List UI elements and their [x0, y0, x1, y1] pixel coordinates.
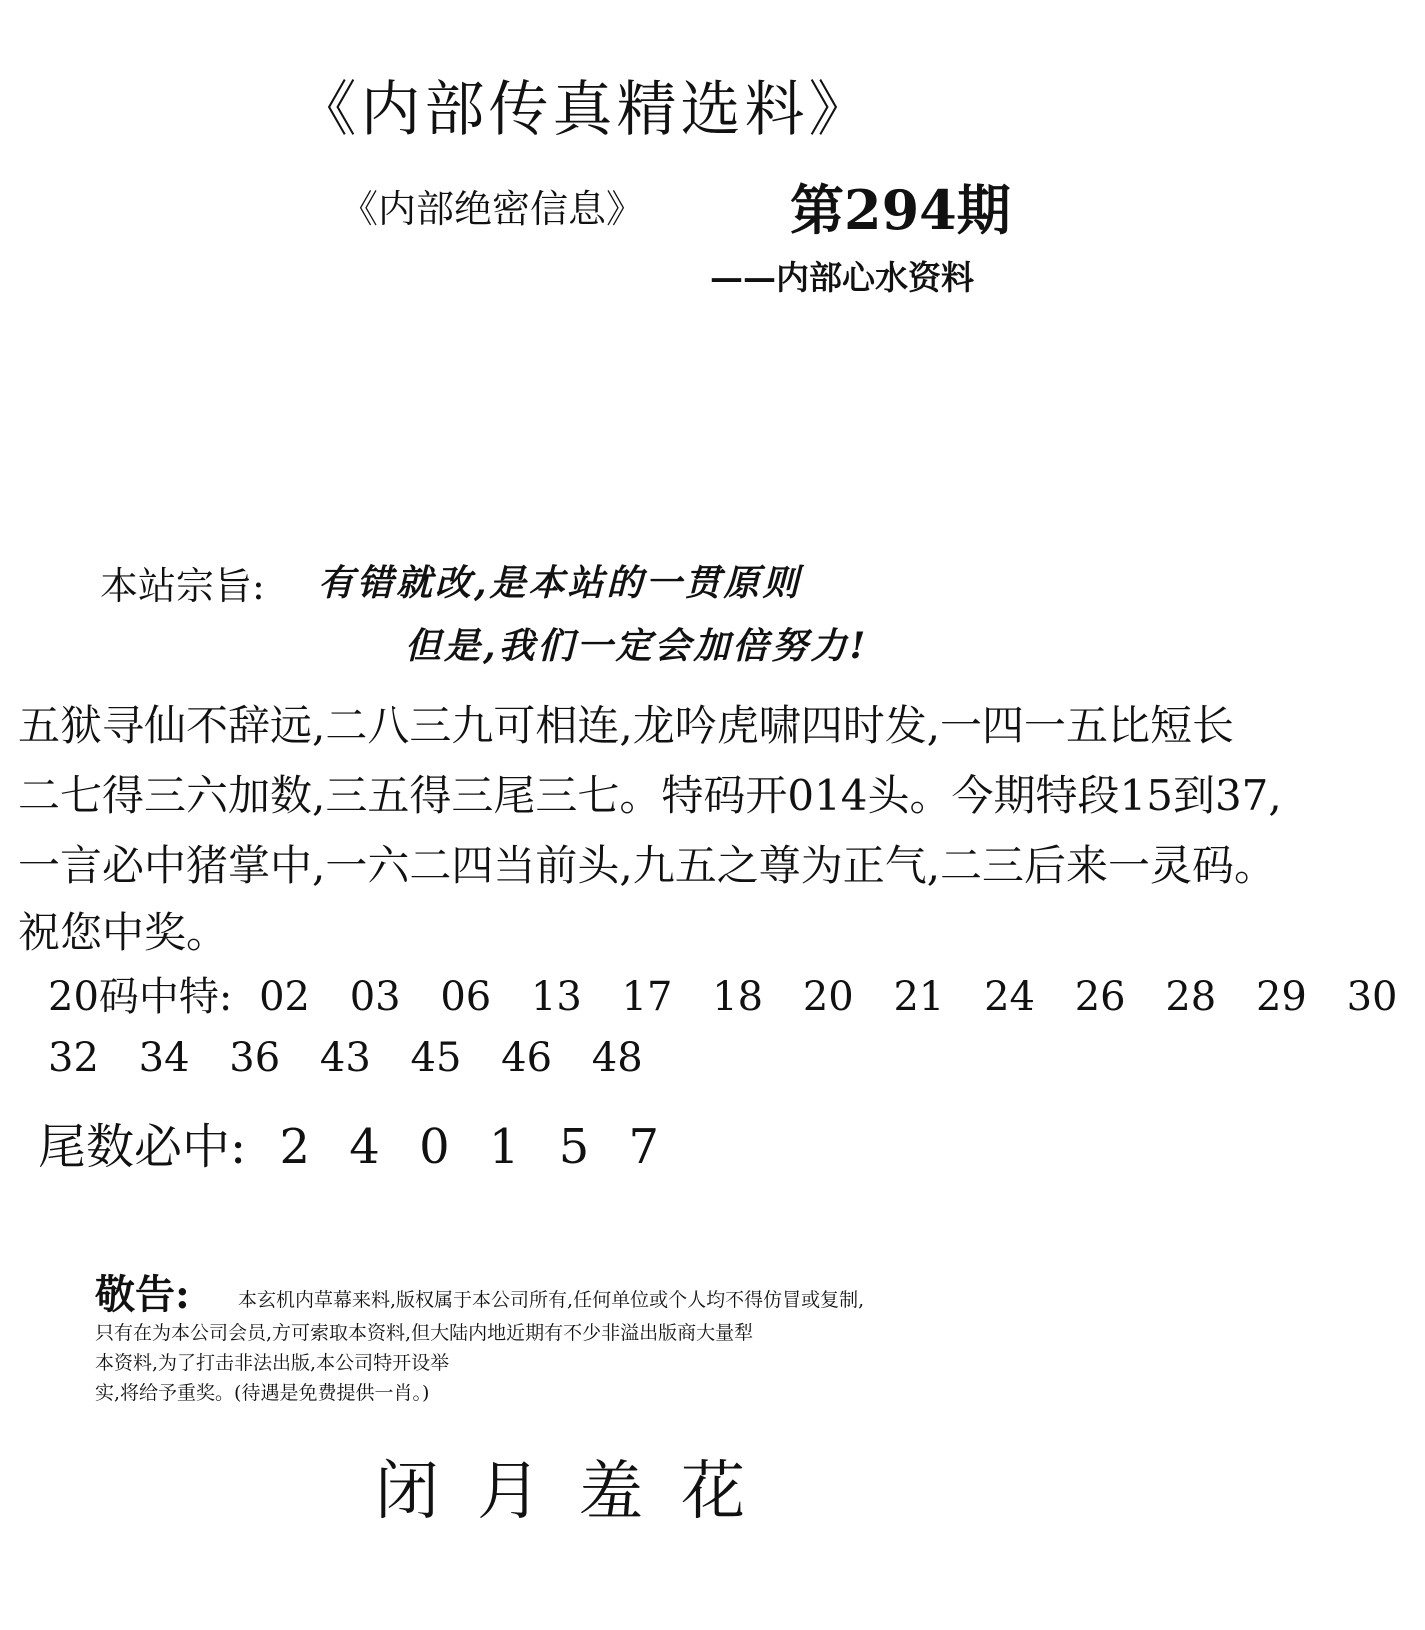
notice-line: 本资料,为了打击非法出版,本公司特开设举	[95, 1352, 450, 1374]
tail-digit: 0	[419, 1119, 450, 1175]
tail-digit: 7	[628, 1119, 660, 1175]
number-item: 43	[319, 1035, 371, 1081]
number-item: 17	[621, 974, 673, 1020]
number-item: 03	[349, 974, 401, 1020]
notice-line: 实,将给予重奖。(待遇是免费提供一肖。)	[95, 1382, 430, 1404]
numbers-row-2	[48, 1035, 670, 1081]
notice-line: 只有在为本公司会员,方可索取本资料,但大陆内地近期有不少非溢出版商大量犁	[95, 1322, 754, 1344]
motto-line-2: 但是,我们一定会加倍努力!	[405, 625, 869, 667]
motto-label: 本站宗旨:	[100, 564, 265, 608]
tail-label: 尾数必中:	[38, 1119, 247, 1175]
tail-digit: 1	[488, 1119, 520, 1175]
number-item: 48	[591, 1035, 643, 1081]
issue-number: 第294期	[790, 178, 1011, 242]
main-title: 《内部传真精选料》	[296, 75, 873, 145]
number-item: 20	[802, 974, 854, 1020]
number-item: 45	[410, 1035, 462, 1081]
tail-digit: 5	[558, 1119, 590, 1175]
tail-digit: 2	[279, 1119, 310, 1175]
notice-label: 敬告:	[95, 1271, 190, 1318]
tail-digit: 4	[349, 1119, 380, 1175]
poem-line: 祝您中奖。	[18, 908, 229, 957]
number-item: 46	[501, 1035, 553, 1081]
number-item: 24	[984, 974, 1035, 1020]
number-item: 21	[893, 974, 945, 1020]
number-item: 06	[440, 974, 492, 1020]
subtitle: 《内部绝密信息》	[340, 187, 645, 231]
source-note: ——内部心水资料	[710, 258, 974, 297]
numbers-row-1	[48, 965, 1425, 1022]
poem-line: 五狱寻仙不辞远,二八三九可相连,龙吟虎啸四时发,一四一五比短长	[18, 701, 1235, 750]
footer-phrase: 闭月羞花	[375, 1455, 783, 1529]
number-item: 29	[1255, 974, 1307, 1020]
number-item: 26	[1074, 974, 1126, 1020]
number-item: 34	[138, 1035, 190, 1081]
poem-line: 一言必中猪掌中,一六二四当前头,九五之尊为正气,二三后来一灵码。	[18, 841, 1277, 890]
number-item: 36	[229, 1035, 281, 1081]
numbers-label: 20码中特:	[48, 974, 233, 1020]
number-item: 13	[530, 974, 582, 1020]
number-item: 32	[48, 1035, 99, 1081]
number-item: 02	[259, 974, 310, 1020]
poem-line: 二七得三六加数,三五得三尾三七。特码开014头。今期特段15到37,	[18, 771, 1282, 820]
number-item: 30	[1346, 974, 1398, 1020]
notice-line: 本玄机内草幕来料,版权属于本公司所有,任何单位或个人均不得仿冒或复制,	[238, 1289, 865, 1311]
number-item: 28	[1165, 974, 1217, 1020]
number-item: 18	[712, 974, 764, 1020]
tail-digits-row	[38, 1108, 683, 1177]
motto-line-1: 有错就改,是本站的一贯原则	[318, 562, 802, 604]
